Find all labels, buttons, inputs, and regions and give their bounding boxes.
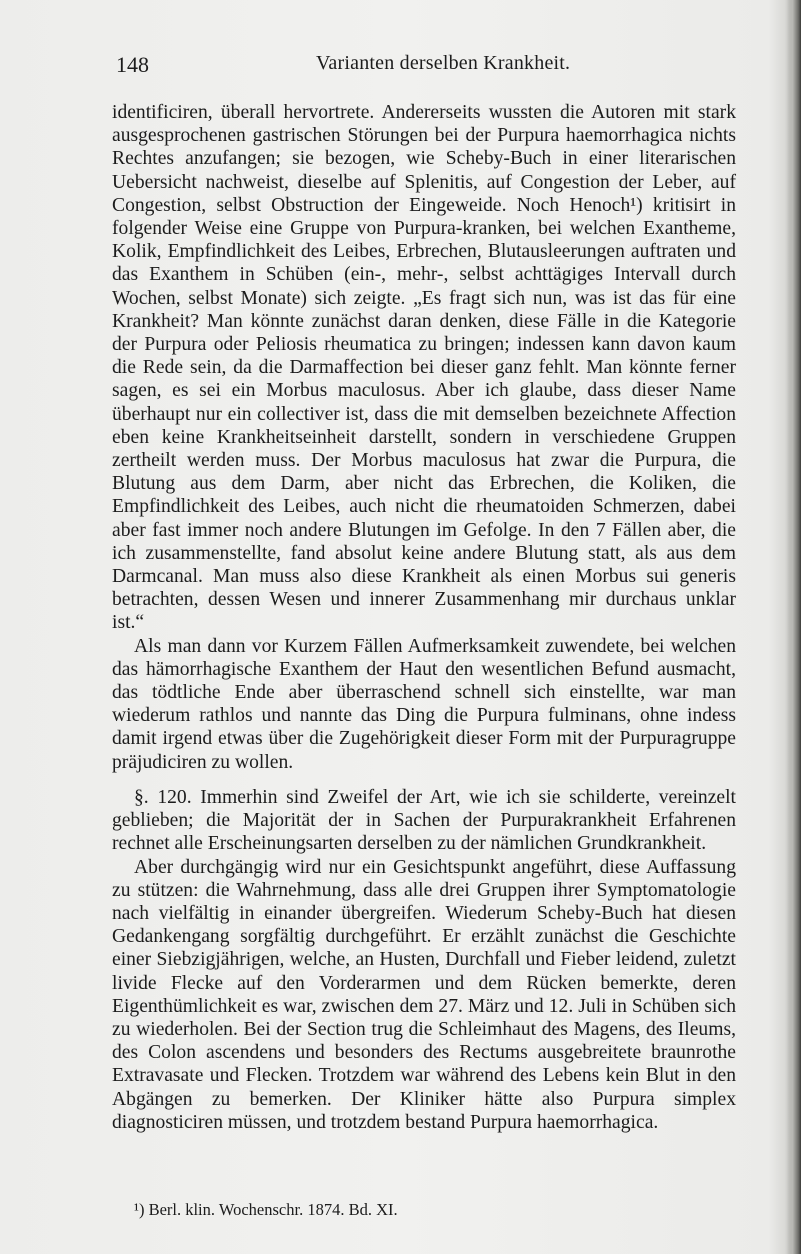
- page-edge-shadow: [787, 0, 801, 1254]
- body-text: [112, 101, 736, 1134]
- footnote: ¹) Berl. klin. Wochenschr. 1874. Bd. XI.: [134, 1200, 398, 1219]
- paragraph-2: Als man dann vor Kurzem Fällen Aufmerksamkeit zuwendete, bei welchen das hämorrhagische Exanthem der Haut den wesentlichen Befund ausmacht, das tödtliche Ende aber überraschend schnell sich einstellte, war man wiederum rathlos und nannte das Ding die Purpura fulminans, ohne indess damit irgend etwas über die Zugehörigkeit dieser Form mit der Purpuragruppe präjudiciren zu wollen.: [112, 635, 736, 773]
- running-head: Varianten derselben Krankheit.: [316, 52, 571, 74]
- paragraph-3-section-120: §. 120. Immerhin sind Zweifel der Art, wie ich sie schilderte, vereinzelt geblieben; die Majorität der in Sachen der Purpurakrankheit Erfahrenen rechnet alle Erscheinungsarten derselben zu der nämlichen Grundkrankheit.: [112, 786, 736, 855]
- paragraph-1: identificiren, überall hervortrete. Andererseits wussten die Autoren mit stark ausgesprochenen gastrischen Störungen bei der Purpura haemorrhagica nichts Rechtes anzufangen; sie bezogen, wie Scheby-Buch in einer literarischen Uebersicht nachweist, dieselbe auf Splenitis, auf Congestion der Leber, auf Congestion, selbst Obstruction der Eingeweide. Noch Henoch¹) kritisirt in folgender Weise eine Gruppe von Purpura-kranken, bei welchen Exantheme, Kolik, Empfindlichkeit des Leibes, Erbrechen, Blutausleerungen auftraten und das Exanthem in Schüben (ein-, mehr-, selbst achttägiges Intervall durch Wochen, selbst Monate) sich zeigte. „Es fragt sich nun, was ist das für eine Krankheit? Man könnte zunächst daran denken, diese Fälle in die Kategorie der Purpura oder Peliosis rheumatica zu bringen; indessen kann davon kaum die Rede sein, da die Darmaffection bei dieser ganz fehlt. Man könnte ferner sagen, es sei ein Morbus maculosus. Aber ich glaube, dass dieser Name überhaupt nur ein collectiver ist, dass die mit demselben bezeichnete Affection eben keine Krankheitseinheit darstellt, sondern in verschiedene Gruppen zertheilt werden muss. Der Morbus maculosus hat zwar die Purpura, die Blutung aus dem Darm, aber nicht das Erbrechen, die Koliken, die Empfindlichkeit des Leibes, auch nicht die rheumatoiden Schmerzen, dabei aber fast immer noch andere Blutungen im Gefolge. In den 7 Fällen aber, die ich zusammenstellte, fand absolut keine andere Blutung statt, als aus dem Darmcanal. Man muss also diese Krankheit als einen Morbus sui generis betrachten, dessen Wesen und innerer Zusammenhang mir durchaus unklar ist.“: [112, 102, 736, 634]
- paragraph-4: Aber durchgängig wird nur ein Gesichtspunkt angeführt, diese Auffassung zu stützen: die Wahrnehmung, dass alle drei Gruppen ihrer Symptomatologie nach vielfältig in einander übergreifen. Wiederum Scheby-Buch hat diesen Gedankengang sorgfältig durchgeführt. Er erzählt zunächst die Geschichte einer Siebzigjährigen, welche, an Husten, Durchfall und Fieber leidend, zuletzt livide Flecke auf den Vorderarmen und dem Rücken bemerkte, deren Eigenthümlichkeit es war, zwischen dem 27. März und 12. Juli in Schüben sich zu wiederholen. Bei der Section trug die Schleimhaut des Magens, des Ileums, des Colon ascendens und besonders des Rectums ausgebreitete braunrothe Extravasate und Flecken. Trotzdem war während des Lebens kein Blut in den Abgängen zu bemerken. Der Kliniker hätte also Purpura simplex diagnosticiren müssen, und trotzdem bestand Purpura haemorrhagica.: [112, 856, 736, 1133]
- page-header: [116, 52, 736, 78]
- page-number: 148: [116, 52, 149, 77]
